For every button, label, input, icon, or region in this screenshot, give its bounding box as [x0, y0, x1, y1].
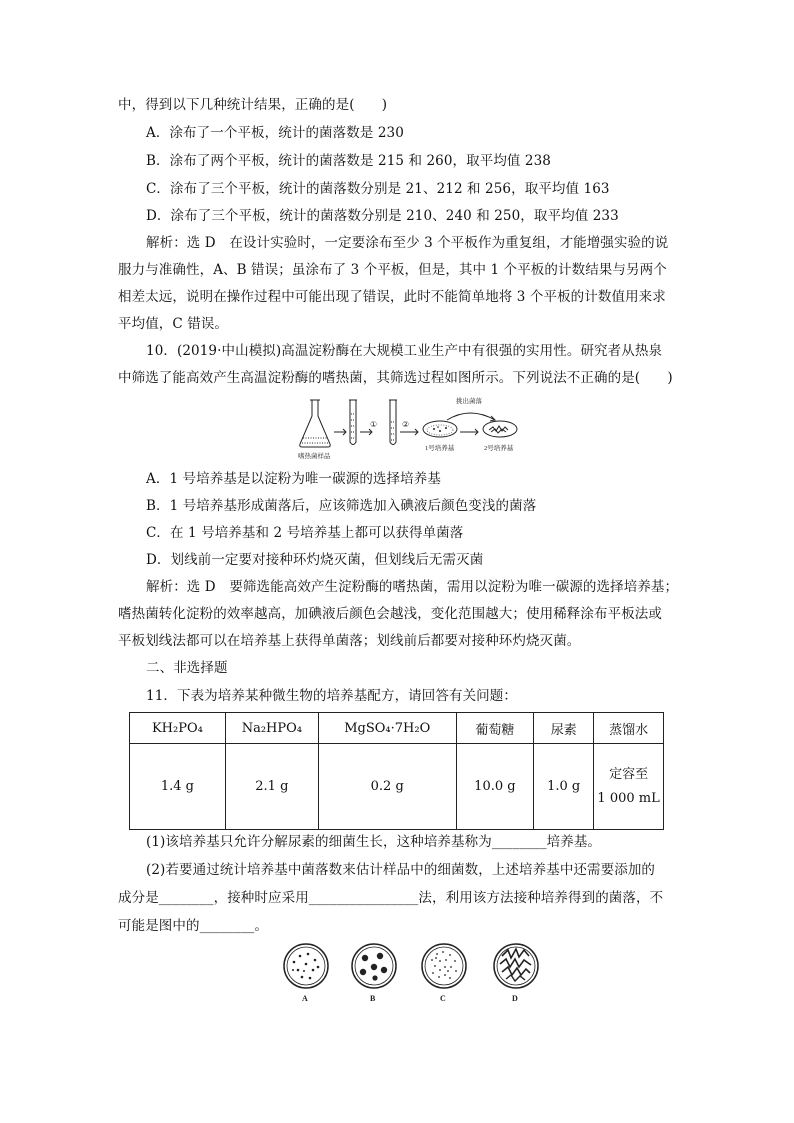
q10-stem-line: 中筛选了能高效产生高温淀粉酶的嗜热菌，其筛选过程如图所示。下列说法不正确的是( )	[118, 370, 673, 386]
q11-stem: 11．下表为培养某种微生物的培养基配方，请回答有关问题：	[146, 688, 517, 704]
test-tube-icon	[349, 400, 357, 445]
arrow-icon	[360, 429, 372, 435]
table-header-row	[130, 713, 664, 744]
step-1-label: ①	[370, 420, 378, 429]
petri-dish-icon	[483, 421, 517, 437]
plate-label: C	[440, 994, 446, 1003]
q9-option-c: C．涂布了三个平板，统计的菌落数分别是 21、212 和 256，取平均值 163	[146, 181, 610, 197]
plate-label: D	[512, 994, 518, 1003]
q10-option-d: D．划线前一定要对接种环灼烧灭菌，但划线后无需灭菌	[146, 552, 484, 568]
q11-sub2-line: 可能是图中的________。	[118, 918, 268, 934]
table-header-cell: KH₂PO₄	[130, 713, 226, 744]
flask-label: 嗜热菌样品	[298, 453, 331, 460]
step-2-label: ②	[402, 420, 410, 429]
q9-option-a: A．涂布了一个平板，统计的菌落数是 230	[146, 125, 404, 141]
table-cell: 1.4 g	[130, 744, 226, 830]
q9-stem-end: 中，得到以下几种统计结果，正确的是( )	[118, 97, 388, 113]
table-header-cell: 尿素	[534, 713, 594, 744]
arrow-icon	[334, 429, 346, 435]
q10-option-a: A．1 号培养基是以淀粉为唯一碳源的选择培养基	[146, 471, 441, 487]
medium-recipe-table	[129, 712, 664, 830]
q11-sub1: (1)该培养基只允许分解尿素的细菌生长，这种培养基称为________培养基。	[146, 834, 602, 850]
q9-option-b: B．涂布了两个平板，统计的菌落数是 215 和 260，取平均值 238	[146, 153, 551, 169]
plate-a-icon	[284, 944, 328, 988]
table-cell: 2.1 g	[225, 744, 318, 830]
table-header-cell: 蒸馏水	[594, 713, 664, 744]
table-cell-water	[594, 744, 664, 830]
q10-option-b: B．1 号培养基形成菌落后，应该筛选加入碘液后颜色变浅的菌落	[146, 498, 537, 514]
q10-option-c: C．在 1 号培养基和 2 号培养基上都可以获得单菌落	[146, 525, 464, 541]
q10-analysis-line: 嗜热菌转化淀粉的效率越高，加碘液后颜色会越浅，变化范围越大；使用稀释涂布平板法或	[118, 606, 662, 622]
water-value-line: 1 000 mL	[597, 790, 660, 806]
table-row	[130, 744, 664, 830]
table-cell: 0.2 g	[318, 744, 456, 830]
colony-plates-figure	[280, 940, 550, 1008]
petri-dish-icon	[423, 421, 457, 437]
q9-analysis-line: 解析：选 D 在设计实验时，一定要涂布至少 3 个平板作为重复组，才能增强实验的说	[146, 235, 669, 251]
q9-option-d: D．涂布了三个平板，统计的菌落数分别是 210、240 和 250，取平均值 233	[146, 208, 619, 224]
screening-process-figure	[290, 394, 530, 464]
plate-c-icon	[422, 944, 466, 988]
table-header-cell: 葡萄糖	[456, 713, 534, 744]
q11-sub2-line: 成分是________，接种时应采用________________法，利用该方法接种培养得到的菌落，不	[118, 890, 664, 906]
water-value-line: 定容至	[609, 766, 649, 782]
q11-sub2-line: (2)若要通过统计培养基中菌落数来估计样品中的细菌数，上述培养基中还需要添加的	[146, 862, 656, 878]
table-header-cell: MgSO₄·7H₂O	[318, 713, 456, 744]
plate-1-label: 1号培养基	[425, 445, 455, 452]
q9-analysis-line: 相差太远，说明在操作过程中可能出现了错误，此时不能简单地将 3 个平板的计数值用来求	[118, 289, 666, 305]
pick-arrow-icon	[447, 413, 495, 421]
q10-analysis-line: 解析：选 D 要筛选能高效产生淀粉酶的嗜热菌，需用以淀粉为唯一碳源的选择培养基；	[146, 579, 679, 595]
plate-2-label: 2号培养基	[484, 445, 514, 452]
test-tube-icon	[389, 400, 397, 445]
table-header-cell: Na₂HPO₄	[225, 713, 318, 744]
table-cell: 10.0 g	[456, 744, 534, 830]
plate-label: A	[302, 994, 308, 1003]
q9-analysis-line: 服力与准确性，A、B 错误；虽涂布了 3 个平板，但是，其中 1 个平板的计数结果与另两个	[118, 262, 667, 278]
flask-icon	[300, 400, 331, 447]
plate-b-icon	[352, 944, 396, 988]
q9-analysis-line: 平均值，C 错误。	[118, 316, 229, 332]
pick-colony-label: 挑出菌落	[456, 398, 482, 405]
q10-analysis-line: 平板划线法都可以在培养基上获得单菌落；划线前后都要对接种环灼烧灭菌。	[118, 633, 581, 649]
section-heading: 二、非选择题	[146, 660, 228, 676]
arrow-icon	[460, 429, 478, 435]
plate-d-icon	[494, 944, 538, 988]
table-cell: 1.0 g	[534, 744, 594, 830]
q10-stem-line: 10．(2019·中山模拟)高温淀粉酶在大规模工业生产中有很强的实用性。研究者从热泉	[146, 343, 663, 359]
arrow-icon	[400, 429, 418, 435]
plate-label: B	[370, 994, 376, 1003]
